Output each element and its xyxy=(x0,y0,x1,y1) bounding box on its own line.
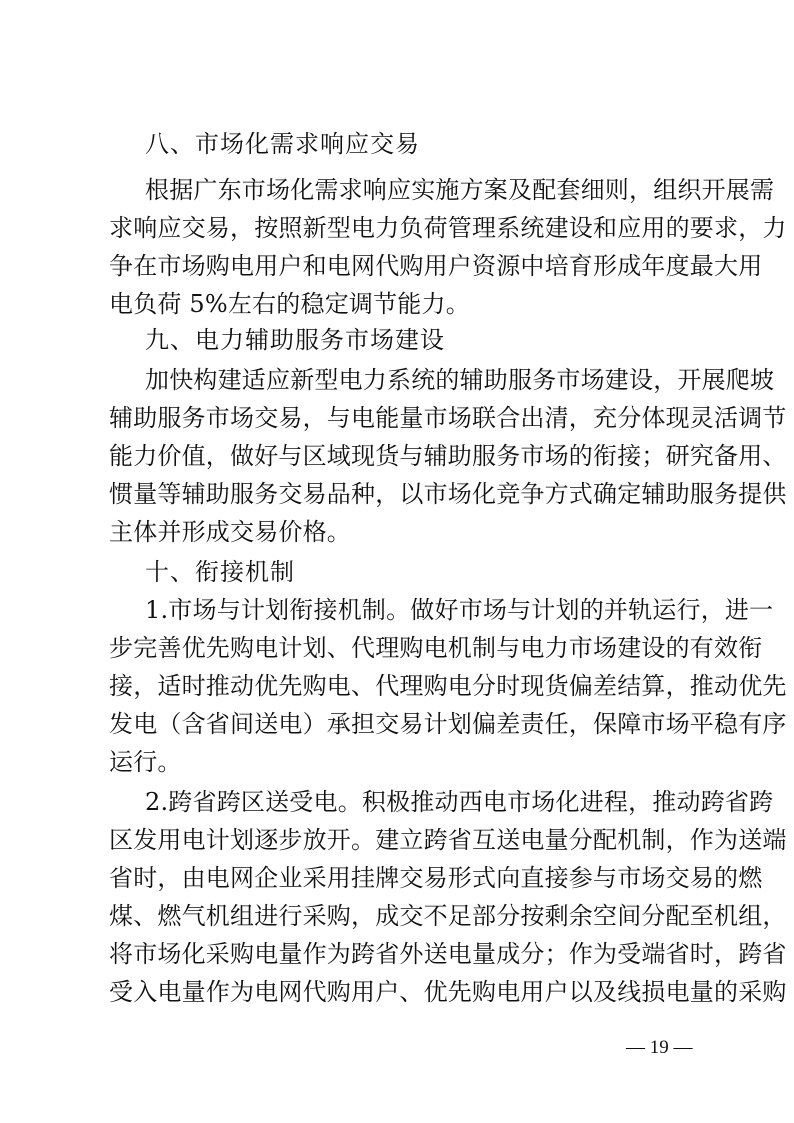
paragraph-line: 惯量等辅助服务交易品种，以市场化竞争方式确定辅助服务提供 xyxy=(109,480,787,508)
section-heading-9: 九、电力辅助服务市场建设 xyxy=(145,326,445,354)
paragraph-line: 将市场化采购电量作为跨省外送电量成分；作为受端省时，跨省 xyxy=(109,940,787,968)
paragraph-line: 运行。 xyxy=(109,748,182,776)
paragraph-line: 接，适时推动优先购电、代理购电分时现货偏差结算，推动优先 xyxy=(109,672,787,700)
paragraph-line: 加快构建适应新型电力系统的辅助服务市场建设，开展爬坡 xyxy=(145,366,775,394)
page-number: — 19 — xyxy=(626,1037,693,1058)
paragraph-line: 受入电量作为电网代购用户、优先购电用户以及线损电量的采购 xyxy=(109,978,787,1006)
paragraph-line: 能力价值，做好与区域现货与辅助服务市场的衔接；研究备用、 xyxy=(109,442,787,470)
paragraph-line: 电负荷 5%左右的稳定调节能力。 xyxy=(109,290,470,318)
paragraph-line: 求响应交易，按照新型电力负荷管理系统建设和应用的要求，力 xyxy=(109,214,787,242)
section-heading-10: 十、衔接机制 xyxy=(145,558,295,586)
paragraph-line: 2.跨省跨区送受电。积极推动西电市场化进程，推动跨省跨 xyxy=(145,788,774,816)
paragraph-line: 发电（含省间送电）承担交易计划偏差责任，保障市场平稳有序 xyxy=(109,710,787,738)
paragraph-line: 1.市场与计划衔接机制。做好市场与计划的并轨运行，进一 xyxy=(145,596,774,624)
paragraph-line: 主体并形成交易价格。 xyxy=(109,518,351,546)
paragraph-line: 根据广东市场化需求响应实施方案及配套细则，组织开展需 xyxy=(145,176,775,204)
paragraph-line: 争在市场购电用户和电网代购用户资源中培育形成年度最大用 xyxy=(109,252,763,280)
section-heading-8: 八、市场化需求响应交易 xyxy=(145,130,420,158)
paragraph-line: 步完善优先购电计划、代理购电机制与电力市场建设的有效衔 xyxy=(109,634,763,662)
paragraph-line: 煤、燃气机组进行采购，成交不足部分按剩余空间分配至机组， xyxy=(109,902,787,930)
paragraph-line: 辅助服务市场交易，与电能量市场联合出清，充分体现灵活调节 xyxy=(109,404,787,432)
paragraph-line: 省时，由电网企业采用挂牌交易形式向直接参与市场交易的燃 xyxy=(109,864,763,892)
paragraph-line: 区发用电计划逐步放开。建立跨省互送电量分配机制，作为送端 xyxy=(109,826,787,854)
